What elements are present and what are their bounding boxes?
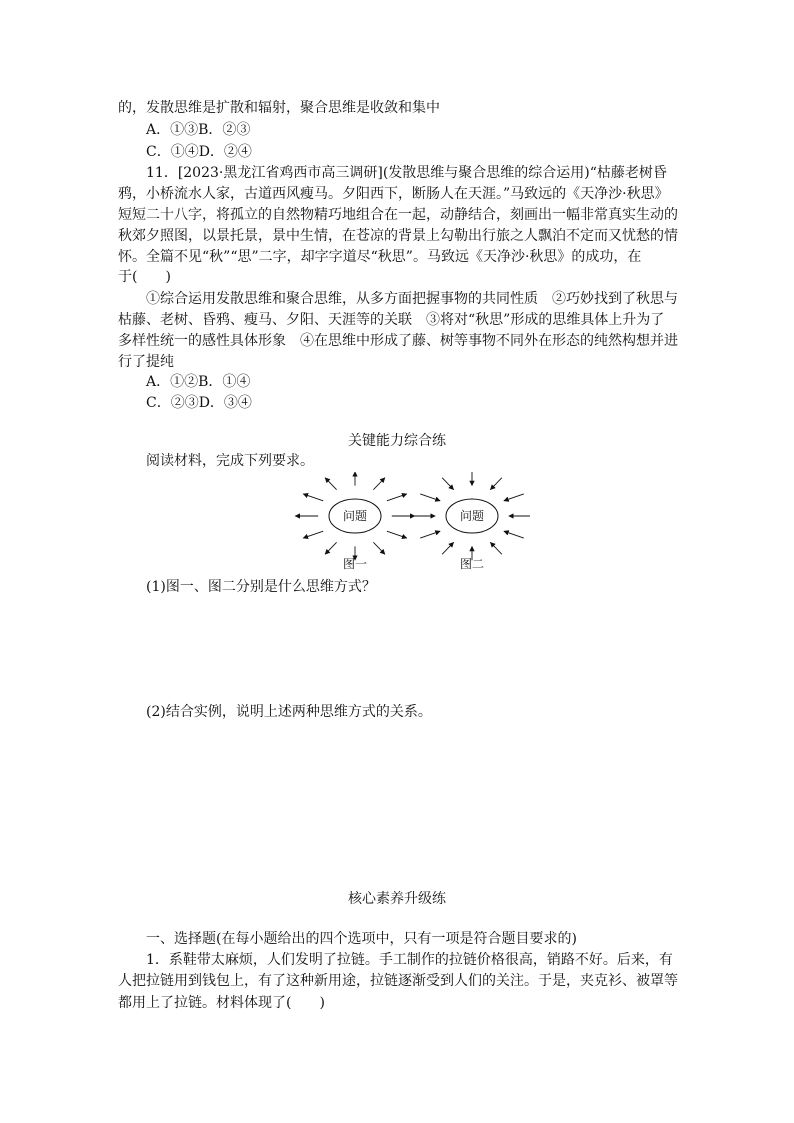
question-11-stem: 11．[2023·黑龙江省鸡西市高三调研](发散思维与聚合思维的综合运用)“枯藤老树昏 — [146, 165, 667, 181]
fig1-arrow — [325, 542, 337, 554]
statement-line: 行了提纯 — [118, 354, 174, 370]
statement-line: 枯藤、老树、昏鸦、瘦马、夕阳、天涯等的关联 ③将对“秋思”形成的思维具体上升为了 — [118, 312, 665, 328]
fig1-arrow — [373, 542, 385, 554]
fig1-arrow — [303, 494, 323, 501]
section-title: 核心素养升级练 — [348, 891, 446, 907]
text-line: 人把拉链用到钱包上，有了这种新用途，拉链逐渐受到人们的关注。于是，夹克衫、被罩等 — [118, 973, 678, 989]
fig2-arrow — [490, 542, 502, 554]
option-line: A．①③B．②③ — [146, 122, 251, 138]
text-line: 秋郊夕照图，以景托景，景中生情，在苍凉的背景上勾勒出行旅之人飘泊不定而又忧愁的情 — [118, 228, 678, 244]
fig1-arrow — [303, 531, 323, 538]
fig2-ellipse-text: 问题 — [459, 509, 485, 523]
fig2-arrow — [420, 531, 440, 538]
fig2-arrow — [504, 531, 524, 538]
fig2-arrow — [442, 478, 454, 490]
text-line: 鸦，小桥流水人家，古道西风瘦马。夕阳西下，断肠人在天涯。”马致远的《天净沙·秋思》 — [118, 186, 669, 202]
fig1-arrow — [387, 531, 407, 538]
text-line: 短短二十八字，将孤立的自然物精巧地组合在一起，动静结合，刻画出一幅非常真实生动的 — [118, 207, 678, 223]
text-line: 于( ) — [118, 269, 171, 285]
fig2-arrow — [420, 494, 440, 501]
text-line: 怀。全篇不见“秋”“思”二字，却字字道尽“秋思”。马致远《天净沙·秋思》的成功，在 — [118, 249, 642, 265]
fig1-arrow — [373, 478, 385, 490]
statement-line: ①综合运用发散思维和聚合思维，从多方面把握事物的共同性质 ②巧妙找到了秋思与 — [146, 291, 678, 307]
thinking-diagram — [290, 472, 530, 578]
option-line: C．②③D．③④ — [146, 395, 252, 411]
question-2: (2)结合实例，说明上述两种思维方式的关系。 — [146, 704, 432, 720]
fig2-arrow — [490, 478, 502, 490]
option-line: C．①④D．②④ — [146, 144, 252, 160]
fig1-arrow — [387, 494, 407, 501]
fig1-caption: 图一 — [342, 557, 368, 571]
section-instruction: 一、选择题(在每小题给出的四个选项中，只有一项是符合题目要求的) — [146, 931, 577, 947]
text-line: 的，发散思维是扩散和辐射，聚合思维是收敛和集中 — [118, 100, 440, 116]
question-1-stem: 1．系鞋带太麻烦，人们发明了拉链。手工制作的拉链价格很高，销路不好。后来，有 — [146, 952, 673, 968]
text-line: 都用上了拉链。材料体现了( ) — [118, 995, 325, 1011]
statement-line: 多样性统一的感性具体形象 ④在思维中形成了藤、树等事物不同外在形态的纯然构想并进 — [118, 333, 678, 349]
question-1: (1)图一、图二分别是什么思维方式？ — [146, 579, 376, 595]
option-line: A．①②B．①④ — [146, 374, 251, 390]
section-title: 关键能力综合练 — [348, 433, 446, 449]
fig1-ellipse-text: 问题 — [342, 509, 368, 523]
fig2-caption: 图二 — [459, 557, 485, 571]
instruction-line: 阅读材料，完成下列要求。 — [146, 453, 314, 469]
fig2-arrow — [504, 494, 524, 501]
fig2-arrow — [442, 542, 454, 554]
fig1-arrow — [325, 478, 337, 490]
